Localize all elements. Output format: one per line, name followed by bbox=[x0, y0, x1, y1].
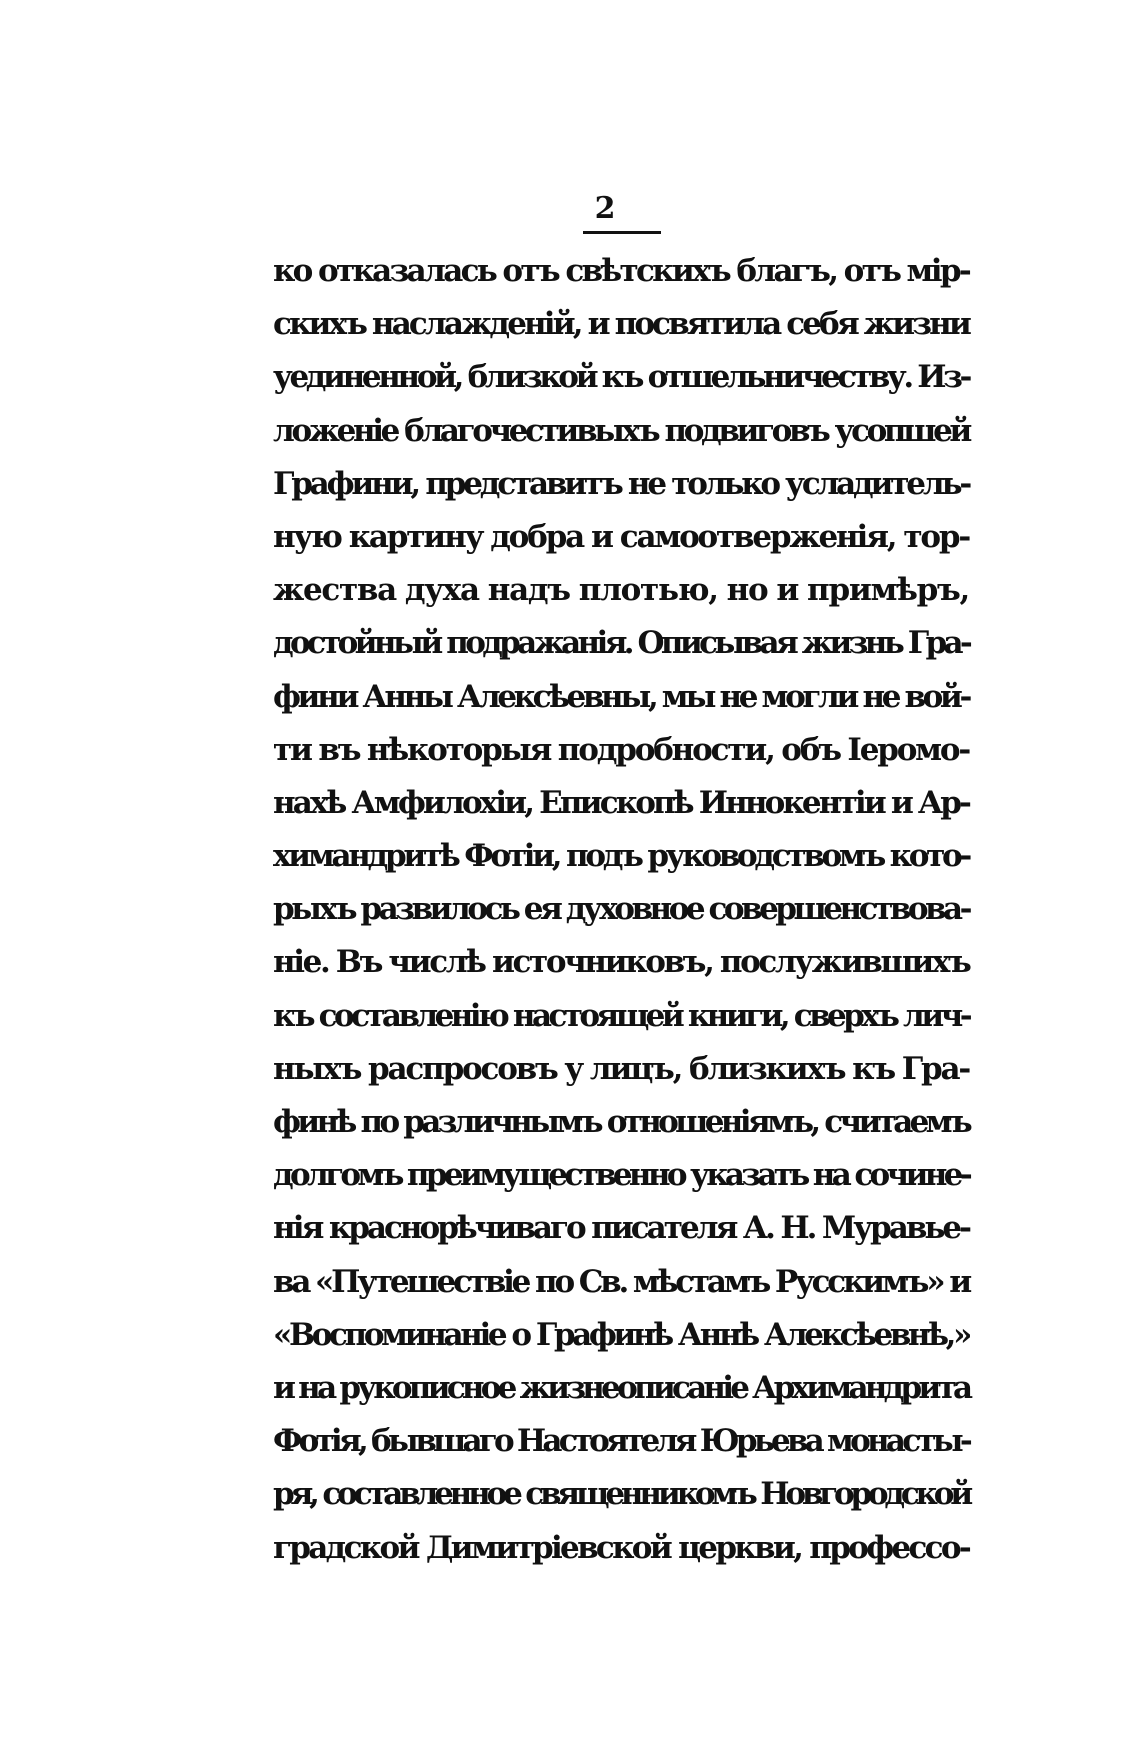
text-line: нія краснорѣчиваго писателя А. Н. Муравье- bbox=[273, 1210, 969, 1247]
text-line: скихъ наслажденій, и посвятила себя жизни bbox=[273, 306, 969, 343]
text-line: ти въ нѣкоторыя подробности, объ Іеромо- bbox=[273, 731, 970, 768]
text-line: рыхъ развилось ея духовное совершенствова- bbox=[273, 891, 969, 928]
body-text bbox=[273, 245, 969, 1575]
text-line: финѣ по различнымъ отношеніямъ, считаемъ bbox=[273, 1104, 969, 1140]
header-rule bbox=[583, 231, 661, 234]
text-line: градской Димитріевской церкви, профессо- bbox=[273, 1529, 969, 1566]
text-line: Графини, представитъ не только усладитель- bbox=[273, 465, 969, 502]
page-number: 2 bbox=[594, 191, 616, 226]
text-line: долгомъ преимущественно указать на сочине- bbox=[273, 1157, 969, 1194]
text-line: ва «Путешествіе по Св. мѣстамъ Русскимъ» и bbox=[273, 1263, 969, 1300]
text-line: ніе. Въ числѣ источниковъ, послужившихъ bbox=[273, 944, 970, 981]
text-line: химандритѣ Фотіи, подъ руководствомъ кото- bbox=[273, 838, 969, 875]
text-line: ря, составленное священникомъ Новгородской bbox=[273, 1476, 969, 1513]
text-line: жества духа надъ плотью, но и примѣръ, bbox=[273, 572, 969, 609]
text-line: «Воспоминаніе о Графинѣ Аннѣ Алексѣевнѣ,» bbox=[273, 1316, 969, 1353]
text-line: нахѣ Амфилохіи, Епископѣ Иннокентіи и Ар- bbox=[273, 784, 969, 821]
text-line: къ составленію настоящей книги, сверхъ лич- bbox=[273, 997, 969, 1034]
text-line: ко отказалась отъ свѣтскихъ благъ, отъ мір- bbox=[273, 253, 969, 289]
text-line: и на рукописное жизнеописаніе Архимандрита bbox=[273, 1369, 970, 1406]
text-line: фини Анны Алексѣевны, мы не могли не вой- bbox=[273, 678, 969, 715]
text-line: ную картину добра и самоотверженія, тор- bbox=[273, 518, 969, 555]
text-line: Фотія, бывшаго Настоятеля Юрьева монасты- bbox=[273, 1423, 969, 1460]
text-line: ныхъ распросовъ у лицъ, близкихъ къ Гра- bbox=[273, 1050, 969, 1087]
text-line: уединенной, близкой къ отшельничеству. Из- bbox=[273, 359, 969, 396]
text-line: ложеніе благочестивыхъ подвиговъ усопшей bbox=[273, 412, 969, 449]
text-line: достойный подражанія. Описывая жизнь Гра- bbox=[273, 625, 969, 662]
